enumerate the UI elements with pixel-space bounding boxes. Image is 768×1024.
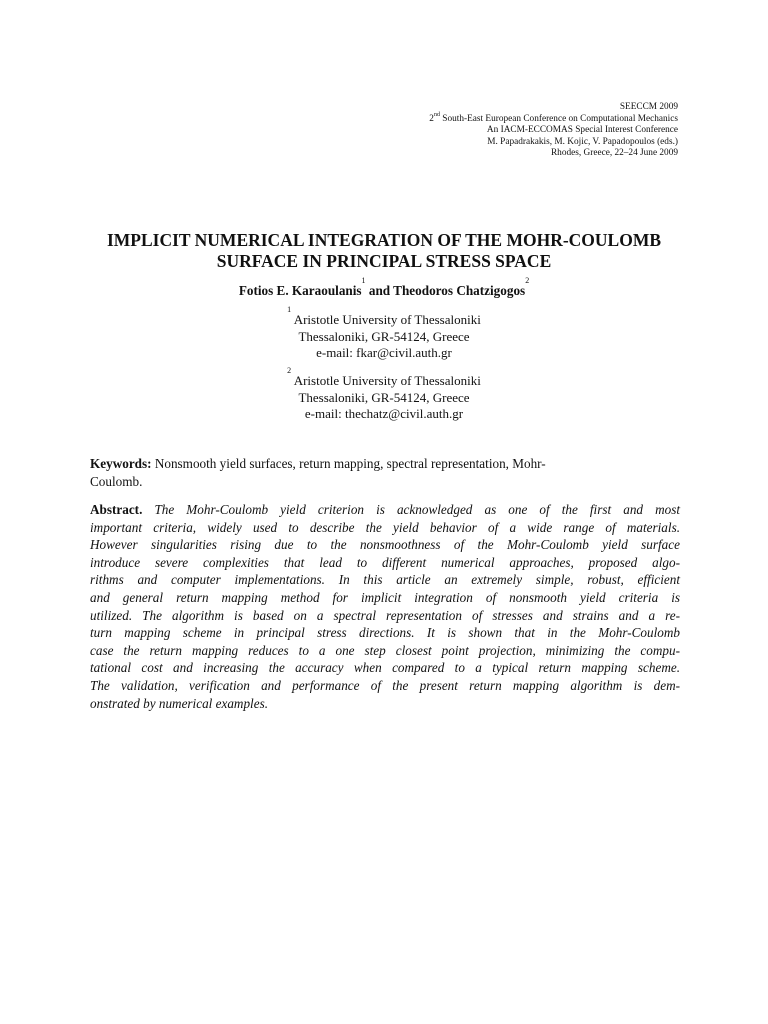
keywords-label: Keywords: [90,456,152,471]
author-2-affiliation-mark: 2 [525,276,530,285]
affiliation-2-institution [90,366,678,390]
paper-title [90,230,678,272]
affiliation-1-institution-text: Aristotle University of Thessaloniki [291,312,481,327]
title-line-2: SURFACE IN PRINCIPAL STRESS SPACE [216,251,552,271]
affiliation-2-institution-text: Aristotle University of Thessaloniki [291,373,481,388]
header-ordinal-suffix: nd [433,111,440,118]
abstract-line: important criteria, widely used to describe the yield behavior of a wide range of materials. [90,519,680,535]
abstract-line: However singularities rising due to the nonsmoothness of the Mohr-Coulomb yield surface [90,537,680,553]
abstract-text: The Mohr-Coulomb yield criterion is acknowledged as one of the first and most [142,502,680,517]
affiliation-1-address: Thessaloniki, GR-54124, Greece [298,328,470,344]
affiliation-2-email: e-mail: thechatz@civil.auth.gr [304,406,464,421]
abstract-line: introduce severe complexities that lead to different numerical approaches, proposed algo- [90,554,680,570]
keywords-text-1: Nonsmooth yield surfaces, return mapping, spectral representation, Mohr- [151,456,546,471]
header-line-4: M. Papadrakakis, M. Kojic, V. Papadopoulos (eds.) [487,136,678,147]
affiliation-1-institution [90,305,678,329]
author-conjunction: and [365,283,394,298]
affiliation-1 [90,305,678,362]
author-1-name: Fotios E. Karaoulanis [238,283,362,298]
author-list [90,276,678,299]
header-line-1: SEECCM 2009 [619,102,678,112]
keywords-line-2: Coulomb. [90,473,143,489]
abstract-section [90,501,680,712]
affiliation-2-address: Thessaloniki, GR-54124, Greece [298,389,470,405]
affiliation-2 [90,366,678,423]
header-line-3: An IACM-ECCOMAS Special Interest Conference [486,125,678,135]
abstract-line: case the return mapping reduces to a one step closest point projection, minimizing the compu- [90,642,680,658]
header-ordinal-number: 2 [429,113,434,124]
abstract-line: turn mapping scheme in principal stress directions. It is shown that in the Mohr-Coulomb [90,625,680,641]
affiliation-2-mark: 2 [287,366,292,375]
affiliation-1-email: e-mail: fkar@civil.auth.gr [316,345,452,360]
abstract-label: Abstract. [90,502,143,517]
abstract-line [90,501,680,519]
author-1-affiliation-mark: 1 [361,276,366,285]
keywords-line-1 [90,455,678,473]
abstract-line: and general return mapping method for implicit integration of nonsmooth yield criteria is [90,589,680,605]
abstract-line: tational cost and increasing the accuracy when compared to a typical return mapping scheme. [90,660,680,676]
abstract-line: The validation, verification and performance of the present return mapping algorithm is dem- [90,677,680,693]
abstract-line: rithms and computer implementations. In this article an extremely simple, robust, efficient [90,572,680,588]
title-line-1: IMPLICIT NUMERICAL INTEGRATION OF THE MOHR-COULOMB [106,230,662,250]
header-conference-name: South-East European Conference on Computational Mechanics [439,113,678,124]
affiliation-1-mark: 1 [287,305,292,314]
conference-header [429,102,678,160]
author-2-name: Theodoros Chatzigogos [393,283,526,298]
keywords-section [90,455,678,490]
abstract-line: onstrated by numerical examples. [90,695,268,711]
header-line-2 [429,111,678,126]
abstract-line: utilized. The algorithm is based on a spectral representation of stresses and strains and a re- [90,607,680,623]
header-line-5: Rhodes, Greece, 22–24 June 2009 [550,148,678,158]
